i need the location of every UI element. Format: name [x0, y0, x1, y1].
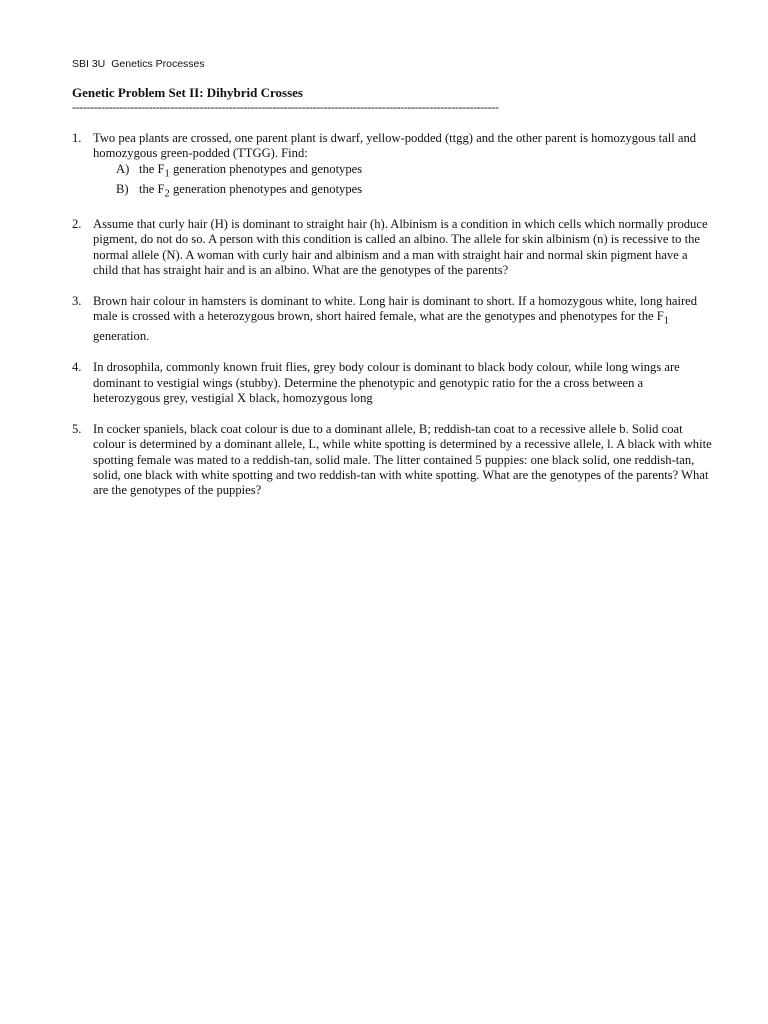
question-1 — [72, 131, 712, 202]
question-text: Brown hair colour in hamsters is dominant to white. Long hair is dominant to short. If a homozygous white, long haired male is crossed with a heterozygous brown, short haired female, what are the genotypes and phenotypes for the $F_1$ generation. — [93, 294, 698, 344]
sub-question-text: the $F_1$ generation phenotypes and genotypes — [139, 161, 363, 180]
question-text: In cocker spaniels, black coat colour is due to a dominant allele, B; reddish-tan coat to a recessive allele b. Solid coat colour is determined by a dominant allele, L, while white spotting is determined by a recessive allele, l. A black with white spotting female was mated to a reddish-tan, solid male. The litter contained 5 puppies: one black solid, one reddish-tan, solid, one black with white spotting and two reddish-tan with white spotting. What are the genotypes of the parents? What are the genotypes of the puppies? — [93, 421, 712, 498]
dashed-divider: --------------------------------------------------------------------------------------------------------------------- — [72, 100, 499, 114]
question-3 — [72, 294, 712, 345]
question-number: 3. — [72, 294, 82, 309]
sub-question-a — [116, 162, 712, 182]
question-number: 4. — [72, 360, 82, 375]
course-unit: Genetics Processes — [111, 58, 205, 70]
question-text: Assume that curly hair (H) is dominant to straight hair (h). Albinism is a condition in which cells which normally produce pigment, do not do so. A person with this condition is called an albino. The allele for skin albinism (n) is recessive to the normal allele (N). A woman with curly hair and albinism and a man with straight hair and normal skin pigment have a child that has straight hair and is an albino. What are the genotypes of the parents? — [93, 217, 708, 278]
sub-question-b — [116, 182, 712, 202]
sub-question-letter: B) — [116, 181, 129, 196]
question-4 — [72, 360, 712, 406]
question-list — [72, 131, 712, 514]
page-title: Genetic Problem Set II: Dihybrid Crosses — [72, 85, 303, 100]
sub-question-text: the $F_2$ generation phenotypes and genotypes — [139, 181, 363, 200]
question-2 — [72, 217, 712, 279]
question-number: 2. — [72, 217, 82, 232]
sub-question-letter: A) — [116, 161, 130, 176]
question-text: Two pea plants are crossed, one parent plant is dwarf, yellow-podded (ttgg) and the other parent is homozygous tall and homozygous green-podded (TTGG). Find: — [93, 131, 697, 161]
question-number: 1. — [72, 131, 82, 145]
question-text: In drosophila, commonly known fruit flies, grey body colour is dominant to black body colour, while long wings are dominant to vestigial wings (stubby). Determine the phenotypic and genotypic ratio for the a cross between a heterozygous grey, vestigial X black, homozygous long — [93, 360, 680, 405]
question-5 — [72, 422, 712, 499]
course-header — [72, 58, 205, 70]
course-code: SBI 3U — [72, 58, 106, 70]
question-number: 5. — [72, 421, 82, 436]
